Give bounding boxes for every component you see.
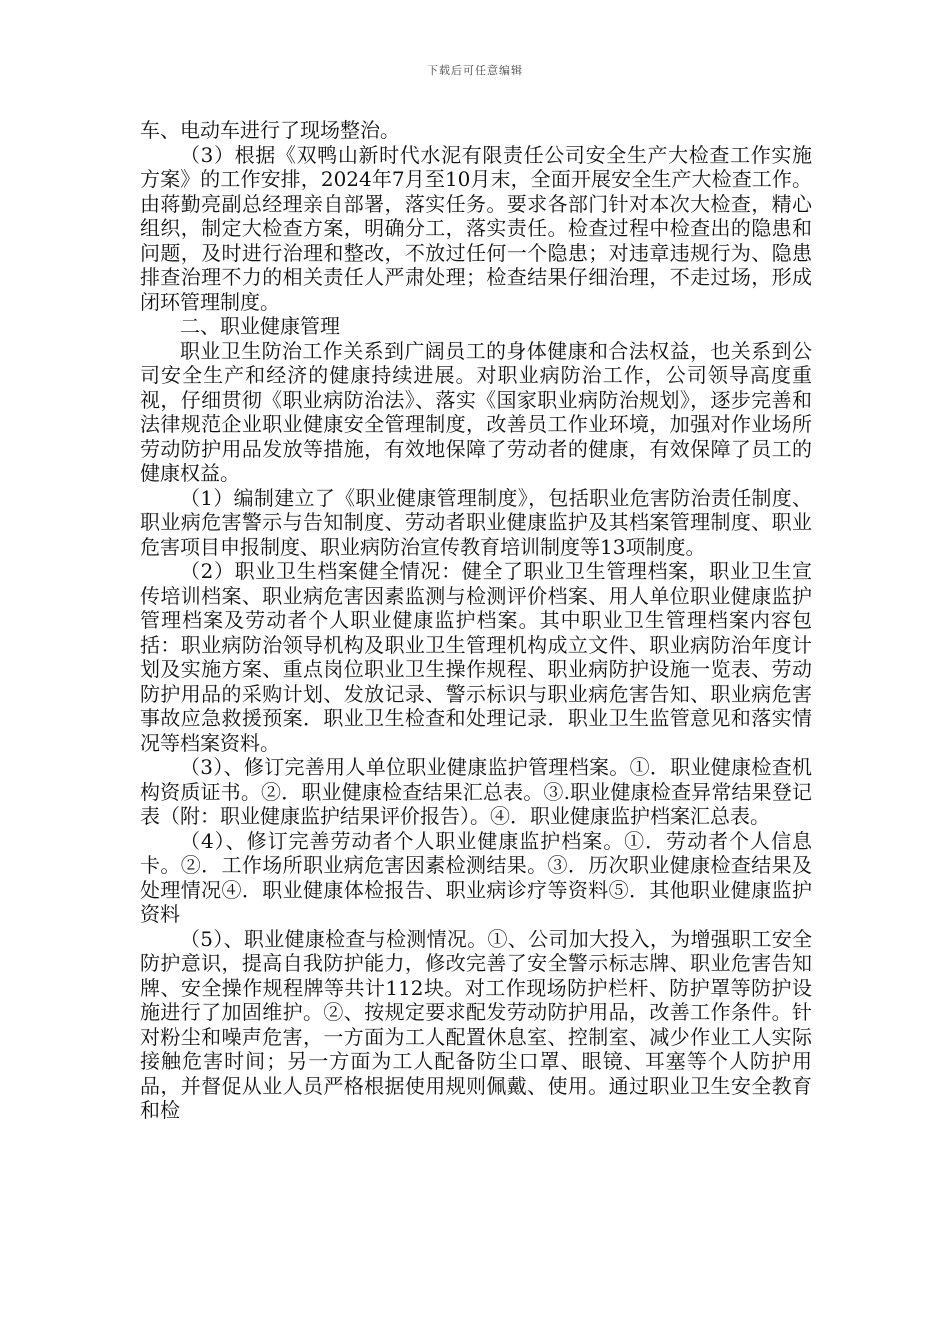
paragraph-intro-occupational-health: 职业卫生防治工作关系到广阔员工的身体健康和合法权益，也关系到公司安全生产和经济的健康持续进展。对职业病防治工作，公司领导高度重视，仔细贯彻《职业病防治法》、落实《国家职业病防治规划》，逐步完善和法律规范企业职业健康安全管理制度，改善员工作业环境，加强对作业场所劳动防护用品发放等措施，有效地保障了劳动者的健康，有效保障了员工的健康权益。 <box>140 338 812 485</box>
document-body <box>140 118 812 1123</box>
paragraph-item-5-inspection-detection: （5）、职业健康检查与检测情况。①、公司加大投入，为增强职工安全防护意识，提高自我防护能力，修改完善了安全警示标志牌、职业危害告知牌、安全操作规程牌等共计112块。对工作现场防护栏杆、防护罩等防护设施进行了加固维护。②、按规定要求配发劳动防护用品，改善工作条件。针对粉尘和噪声危害，一方面为工人配置休息室、控制室、减少作业工人实际接触危害时间；另一方面为工人配备防尘口罩、眼镜、耳塞等个人防护用品，并督促从业人员严格根据使用规则佩戴、使用。通过职业卫生安全教育和检 <box>140 926 812 1122</box>
section-heading-occupational-health: 二、职业健康管理 <box>180 314 340 338</box>
paragraph-item-3-inspection: （3）根据《双鸭山新时代水泥有限责任公司安全生产大检查工作实施方案》的工作安排，2024年7月至10月末，全面开展安全生产大检查工作。由蒋勤亮副总经理亲自部署，落实任务。要求各部门针对本次大检查，精心组织，制定大检查方案，明确分工，落实责任。检查过程中检查出的隐患和问题，及时进行治理和整改，不放过任何一个隐患；对违章违规行为、隐患排查治理不力的相关责任人严肃处理；检查结果仔细治理，不走过场，形成闭环管理制度。 <box>140 142 812 314</box>
paragraph-item-4-worker-archives: （4）、修订完善劳动者个人职业健康监护档案。①．劳动者个人信息卡。②．工作场所职业病危害因素检测结果。③．历次职业健康检查结果及处理情况④．职业健康体检报告、职业病诊疗等资料⑤．其他职业健康监护资料 <box>140 828 812 926</box>
paragraph-item-2-archives: （2）职业卫生档案健全情况：健全了职业卫生管理档案，职业卫生宣传培训档案、职业病危害因素监测与检测评价档案、用人单位职业健康监护管理档案及劳动者个人职业健康监护档案。其中职业卫生管理档案内容包括：职业病防治领导机构及职业卫生管理机构成立文件、职业病防治年度计划及实施方案、重点岗位职业卫生操作规程、职业病防护设施一览表、劳动防护用品的采购计划、发放记录、警示标识与职业病危害告知、职业病危害事故应急救援预案．职业卫生检查和处理记录．职业卫生监管意见和落实情况等档案资料。 <box>140 559 812 755</box>
paragraph-continuation: 车、电动车进行了现场整治。 <box>140 118 400 142</box>
page-header: 下载后可任意编辑 <box>427 64 523 77</box>
paragraph-item-3-employer-archives: （3）、修订完善用人单位职业健康监护管理档案。①．职业健康检查机构资质证书。②．职业健康检查结果汇总表。③.职业健康检查异常结果登记表（附：职业健康监护结果评价报告）。④．职业健康监护档案汇总表。 <box>140 755 812 828</box>
paragraph-item-1-system: （1）编制建立了《职业健康管理制度》，包括职业危害防治责任制度、职业病危害警示与告知制度、劳动者职业健康监护及其档案管理制度、职业危害项目申报制度、职业病防治宣传教育培训制度等13项制度。 <box>140 485 812 559</box>
